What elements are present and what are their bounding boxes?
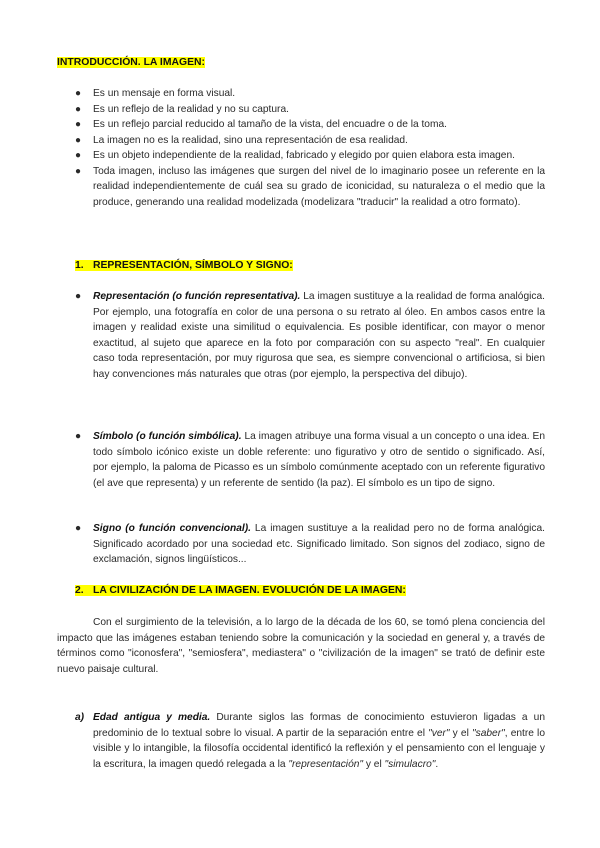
section2-item-a: a) Edad antigua y media. Durante siglos las formas de conocimiento estuvieron ligadas a un predominio de lo textual sobre lo visual. A partir de la separación entre el "ver" y el "saber", entre lo visible y lo intangible, la filosofía occidental identificó la reflexión y el pensamiento con el lenguaje y la escritura, la imagen quedó relegada a la "representación" y el "simulacro".: [75, 712, 545, 770]
list-item: ● Es un mensaje en forma visual.: [75, 86, 545, 102]
intro-bullet-list: [75, 86, 545, 210]
definition-representacion: ● Representación (o función representativa). La imagen sustituye a la realidad de forma analógica. Por ejemplo, una fotografía en color de una persona o su retrato al óleo. En ambos casos entre la imagen y realidad existe una similitud o equivalencia. Es posible identificar, con mayor o menor exactitud, al sujeto que aparece en la foto por comparación con su aspecto "real". En cualquier caso toda representación, por muy rigurosa que sea, es siempre convencional o artificiosa, si bien hay convenciones más naturales que otras (por ejemplo, la perspectiva del dibujo).: [75, 291, 545, 380]
bullet-icon: ●: [75, 119, 82, 130]
list-item: ● Es un reflejo de la realidad y no su captura.: [75, 102, 545, 118]
section2-number: 2.: [75, 585, 84, 596]
bullet-icon: ●: [75, 103, 82, 115]
list-item: ● Es un objeto independiente de la realidad, fabricado y elegido por quien elabora esta imagen.: [75, 148, 545, 164]
term-signo: Signo (o función convencional).: [93, 523, 251, 534]
bullet-icon: ●: [75, 88, 82, 99]
bullet-icon: ●: [75, 291, 82, 302]
section2-heading: [75, 584, 406, 598]
section1-number: 1.: [75, 260, 84, 271]
list-item: ● La imagen no es la realidad, sino una representación de esa realidad.: [75, 133, 545, 149]
section2-paragraph: Con el surgimiento de la televisión, a lo largo de la década de los 60, se tomó plena conciencia del impacto que las imágenes estaban teniendo sobre la comunicación y la sociedad en general y, a través de términos como "iconosfera", "semiosfera", mediastera" o "civilización de la imagen" se trató de definir este nuevo paisaje cultural.: [57, 617, 545, 675]
item-a-label: a): [75, 712, 85, 723]
list-item: ● Toda imagen, incluso las imágenes que surgen del nivel de lo imaginario posee un referente en la realidad independientemente de cuál sea su grado de iconicidad, su naturaleza o el medio que la produce, generando una realidad modelizada (modelizara "traducir" la realidad a otro formato).: [75, 165, 545, 208]
section2-heading-text: LA CIVILIZACIÓN DE LA IMAGEN. EVOLUCIÓN DE LA IMAGEN:: [93, 585, 406, 596]
section1-heading: [75, 259, 293, 273]
bullet-icon: ●: [75, 431, 82, 442]
intro-heading: [57, 56, 205, 70]
bullet-icon: ●: [75, 165, 82, 177]
intro-heading-text: INTRODUCCIÓN. LA IMAGEN:: [57, 57, 205, 68]
bullet-icon: ●: [75, 523, 82, 534]
definition-simbolo: ● Símbolo (o función simbólica). La imagen atribuye una forma visual a un concepto o una idea. En todo símbolo icónico existe un doble referente: uno figurativo y otro de sentido o significado. Así, por ejemplo, la paloma de Picasso es un símbolo comúnmente aceptado con un referente figurativo (el ave que representa) y un referente de sentido (la paz). El símbolo es un tipo de signo.: [75, 431, 545, 489]
bullet-icon: ●: [75, 150, 82, 161]
definition-signo: ● Signo (o función convencional). La imagen sustituye a la realidad pero no de forma analógica. Significado acordado por una sociedad etc. Significado limitado. Son signos del zodiaco, signo de exclamación, signos lingüísticos...: [75, 523, 546, 565]
section1-heading-text: REPRESENTACIÓN, SÍMBOLO Y SIGNO:: [93, 260, 293, 271]
term-simbolo: Símbolo (o función simbólica).: [93, 431, 242, 442]
list-item: ● Es un reflejo parcial reducido al tamaño de la vista, del encuadre o de la toma.: [75, 117, 545, 133]
term-edad-antigua: Edad antigua y media.: [93, 712, 211, 723]
term-representacion: Representación (o función representativa).: [93, 291, 301, 302]
bullet-icon: ●: [75, 134, 82, 146]
